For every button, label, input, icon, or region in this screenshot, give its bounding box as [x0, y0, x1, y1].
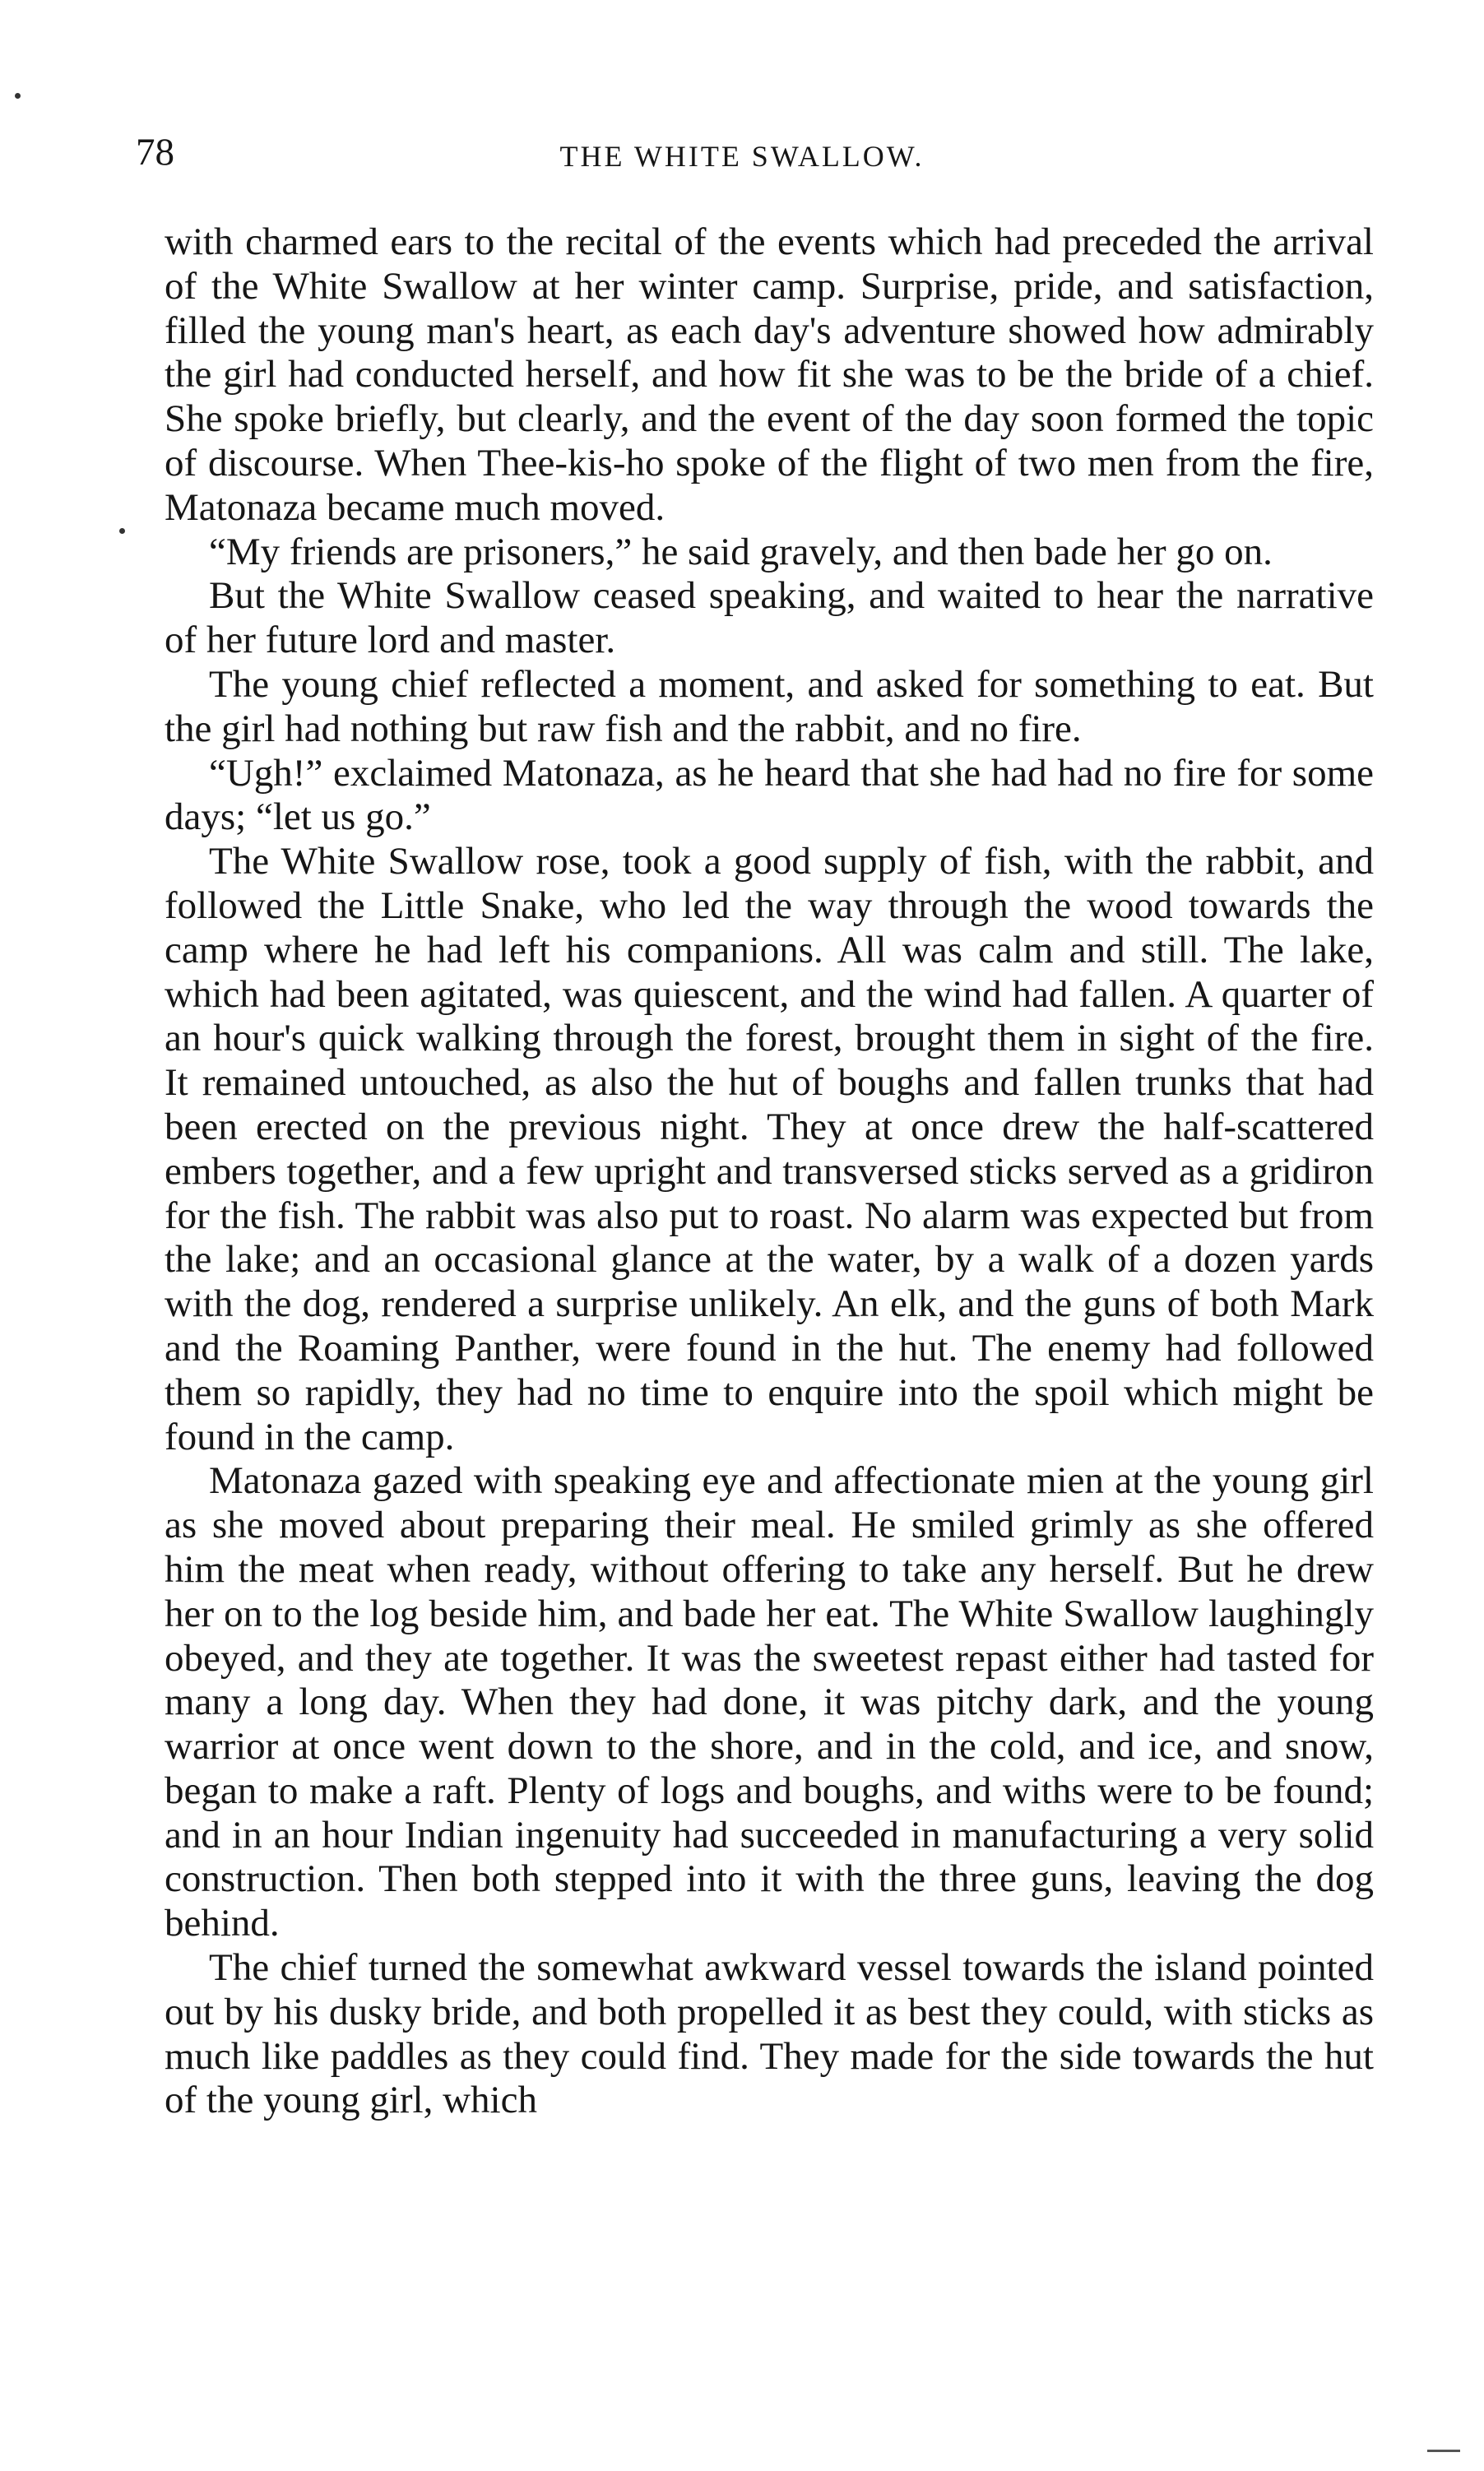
paragraph: Matonaza gazed with speaking eye and affectionate mien at the young girl as she moved about preparing their meal. He smiled grimly as she offered him the meat when ready, without offering to take any herself. But he drew her on to the log beside him, and bade her eat. The White Swallow laughingly obeyed, and they ate together. It was the sweetest repast either had tasted for many a long day. When they had done, it was pitchy dark, and the young warrior at once went down to the shore, and in the cold, and ice, and snow, began to make a raft. Plenty of logs and boughs, and withs were to be found; and in an hour Indian ingenuity had succeeded in manufacturing a very solid construction. Then both stepped into it with the three guns, leaving the dog behind.: [165, 1459, 1374, 1945]
margin-speck-mid: [119, 528, 125, 534]
paragraph: The White Swallow rose, took a good supply of fish, with the rabbit, and followed the Little Snake, who led the way through the wood towards the camp where he had left his companions. All was calm and still. The lake, which had been agitated, was quiescent, and the wind had fallen. A quarter of an hour's quick walking through the forest, brought them in sight of the fire. It remained untouched, as also the hut of boughs and fallen trunks that had been erected on the previous night. They at once drew the half-scattered embers together, and a few upright and transversed sticks served as a gridiron for the fish. The rabbit was also put to roast. No alarm was expected but from the lake; and an occasional glance at the water, by a walk of a dozen yards with the dog, rendered a surprise unlikely. An elk, and the guns of both Mark and the Roaming Panther, were found in the hut. The enemy had followed them so rapidly, they had no time to enquire into the spoil which might be found in the camp.: [165, 840, 1374, 1458]
paragraph: with charmed ears to the recital of the events which had preceded the arrival of the White Swallow at her winter camp. Surprise, pride, and satisfaction, filled the young man's heart, as each day's adventure showed how admirably the girl had conducted herself, and how fit she was to be the bride of a chief. She spoke briefly, but clearly, and the event of the day soon formed the topic of discourse. When Thee-kis-ho spoke of the flight of two men from the fire, Matonaza became much moved.: [165, 220, 1374, 529]
paragraph: But the White Swallow ceased speaking, and waited to hear the narrative of her future lord and master.: [165, 574, 1374, 662]
page-body: [165, 220, 1374, 2123]
paragraph: “Ugh!” exclaimed Matonaza, as he heard that she had had no fire for some days; “let us go.”: [165, 751, 1374, 839]
page-number: 78: [136, 131, 174, 174]
margin-speck-top: [15, 93, 21, 99]
corner-rule: [1427, 2450, 1460, 2452]
running-title: THE WHITE SWALLOW.: [559, 140, 925, 173]
paragraph: The chief turned the somewhat awkward vessel towards the island pointed out by his dusky bride, and both propelled it as best they could, with sticks as much like paddles as they could find. They made for the side towards the hut of the young girl, which: [165, 1946, 1374, 2122]
paragraph: The young chief reflected a moment, and asked for something to eat. But the girl had nothing but raw fish and the rabbit, and no fire.: [165, 662, 1374, 750]
paragraph: “My friends are prisoners,” he said gravely, and then bade her go on.: [209, 530, 1273, 573]
